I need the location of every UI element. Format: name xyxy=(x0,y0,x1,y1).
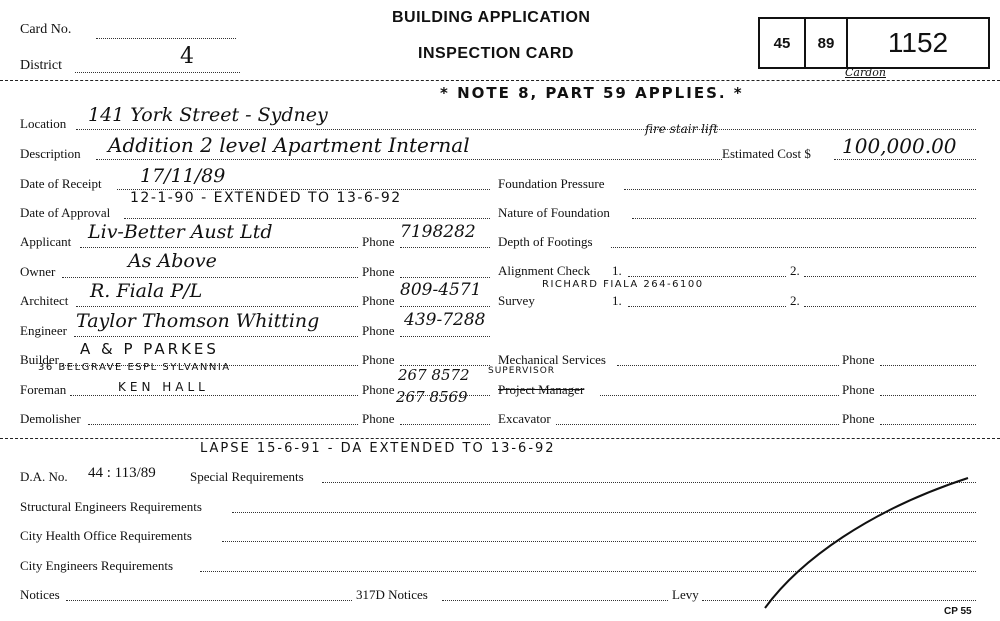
builder-phone-label: Phone xyxy=(362,352,395,367)
foreman-value: KEN HALL xyxy=(118,380,209,394)
survey-note: RICHARD FIALA 264-6100 xyxy=(542,279,704,290)
project-manager-label: Project Manager xyxy=(498,382,585,397)
stamp-handwriting: Cardon xyxy=(845,66,886,79)
card-no-label: Card No. xyxy=(20,22,72,37)
title-line-2: INSPECTION CARD xyxy=(418,45,574,62)
applicant-phone-label: Phone xyxy=(362,234,395,249)
supervisor-note: SUPERVISOR xyxy=(488,366,556,376)
owner-value: As Above xyxy=(128,250,217,272)
form-code: CP 55 xyxy=(944,606,972,617)
project-manager-phone-label: Phone xyxy=(842,382,875,397)
nature-foundation-label: Nature of Foundation xyxy=(498,205,610,220)
survey-num-2: 2. xyxy=(790,293,800,308)
architect-label: Architect xyxy=(20,293,69,308)
health-label: City Health Office Requirements xyxy=(20,528,192,543)
owner-label: Owner xyxy=(20,264,56,279)
date-approval-value: 12-1-90 - EXTENDED TO 13-6-92 xyxy=(130,190,402,206)
builder-label: Builder xyxy=(20,352,59,367)
survey-label: Survey xyxy=(498,293,535,308)
engineer-value: Taylor Thomson Whitting xyxy=(76,310,320,332)
lapse-note: LAPSE 15-6-91 - DA EXTENDED TO 13-6-92 xyxy=(200,441,556,456)
structural-label: Structural Engineers Requirements xyxy=(20,499,202,514)
demolisher-label: Demolisher xyxy=(20,411,81,426)
builder-address: 36 BELGRAVE ESPL SYLVANNIA xyxy=(38,362,231,373)
survey-num-1: 1. xyxy=(612,293,622,308)
demolisher-phone-label: Phone xyxy=(362,411,395,426)
date-receipt-value: 17/11/89 xyxy=(140,165,226,187)
description-extra: fire stair lift xyxy=(645,122,719,136)
card-box-number: 1152 xyxy=(887,27,949,58)
estimated-cost-value: 100,000.00 xyxy=(842,134,957,158)
description-label: Description xyxy=(20,146,81,161)
architect-phone-value: 809-4571 xyxy=(400,280,482,300)
title-line-1: BUILDING APPLICATION xyxy=(392,9,591,26)
alignment-check-label: Alignment Check xyxy=(498,263,591,278)
notices-label: Notices xyxy=(20,587,60,602)
applicant-label: Applicant xyxy=(20,234,72,249)
location-value: 141 York Street - Sydney xyxy=(88,104,328,126)
mechanical-phone-label: Phone xyxy=(842,352,875,367)
foreman-label: Foreman xyxy=(20,382,67,397)
depth-footings-label: Depth of Footings xyxy=(498,234,593,249)
owner-phone-label: Phone xyxy=(362,264,395,279)
notices-317d-label: 317D Notices xyxy=(356,587,428,602)
location-label: Location xyxy=(20,116,67,131)
excavator-label: Excavator xyxy=(498,411,551,426)
applicant-phone-value: 7198282 xyxy=(400,222,476,242)
date-approval-label: Date of Approval xyxy=(20,205,111,220)
foreman-phone-1: 267 8572 xyxy=(398,366,470,384)
note-handwriting: * NOTE 8, PART 59 APPLIES. * xyxy=(440,84,744,102)
card-box-89: 89 xyxy=(806,19,848,67)
engineer-label: Engineer xyxy=(20,323,67,338)
date-receipt-label: Date of Receipt xyxy=(20,176,102,191)
engineer-phone-value: 439-7288 xyxy=(404,310,486,330)
architect-value: R. Fiala P/L xyxy=(90,280,203,302)
foundation-pressure-label: Foundation Pressure xyxy=(498,176,605,191)
architect-phone-label: Phone xyxy=(362,293,395,308)
applicant-value: Liv-Better Aust Ltd xyxy=(88,221,273,243)
builder-value: A & P PARKES xyxy=(80,340,219,358)
engineer-phone-label: Phone xyxy=(362,323,395,338)
alignment-num-2: 2. xyxy=(790,263,800,278)
alignment-num-1: 1. xyxy=(612,263,622,278)
mechanical-label: Mechanical Services xyxy=(498,352,606,367)
foreman-phone-2: 267 8569 xyxy=(396,388,468,406)
special-requirements-label: Special Requirements xyxy=(190,469,304,484)
district-label: District xyxy=(20,58,62,73)
levy-label: Levy xyxy=(672,587,699,602)
city-engineers-label: City Engineers Requirements xyxy=(20,558,174,573)
foreman-phone-label: Phone xyxy=(362,382,395,397)
da-value: 44 : 113/89 xyxy=(88,465,156,481)
estimated-cost-label: Estimated Cost $ xyxy=(722,146,811,161)
card-box-45: 45 xyxy=(760,19,806,67)
da-label: D.A. No. xyxy=(20,469,68,484)
excavator-phone-label: Phone xyxy=(842,411,875,426)
district-value: 4 xyxy=(180,44,194,69)
description-value: Addition 2 level Apartment Internal xyxy=(108,133,470,157)
